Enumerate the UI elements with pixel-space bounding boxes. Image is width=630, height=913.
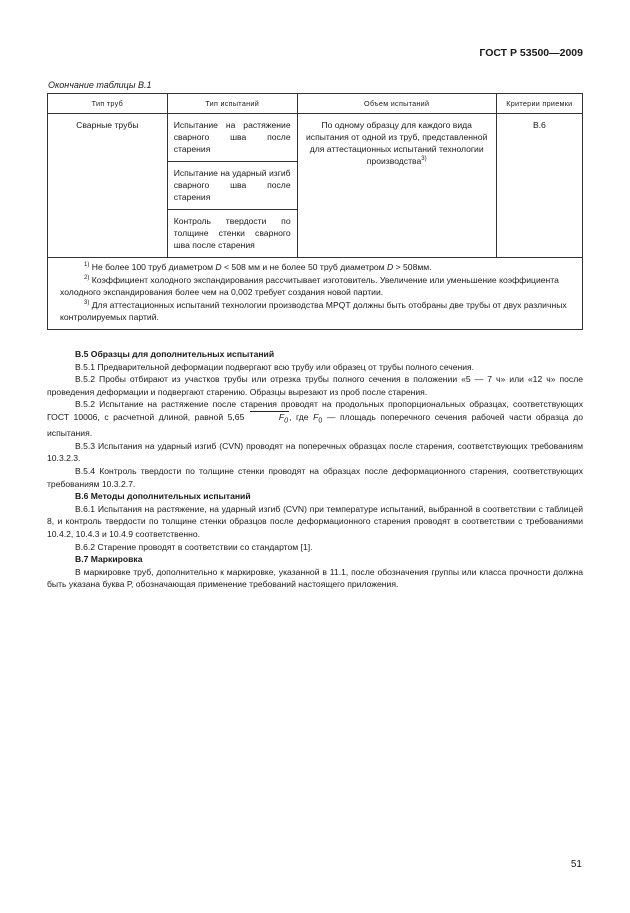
symbol-d: D xyxy=(215,262,222,272)
col-header-test-type: Тип испытаний xyxy=(167,94,297,114)
table-caption: Окончание таблицы В.1 xyxy=(48,80,152,90)
table-footnotes xyxy=(48,258,583,330)
table-notes-row xyxy=(48,258,583,330)
sqrt-radicand xyxy=(250,411,289,427)
section-heading-b5: В.5 Образцы для дополнительных испытаний xyxy=(75,349,275,359)
volume-text: По одному образцу для каждого вида испытания от одной из труб, представленной для аттестационных испытаний технологии производства xyxy=(305,120,488,166)
footnote-mark: 1) xyxy=(84,262,90,269)
footnote-mark: 3) xyxy=(84,299,90,306)
paragraph-b51: В.5.1 Предварительной деформации подвергают всю трубу или образец от трубы полного сечения. xyxy=(75,361,475,372)
symbol-d: D xyxy=(387,262,394,272)
paragraph-b62: В.6.2 Старение проводят в соответствии со стандартом [1]. xyxy=(75,541,313,552)
footnote-text: < 508 мм и не более 50 труб диаметром xyxy=(224,262,385,272)
table-header-row xyxy=(48,94,583,114)
footnote-2 xyxy=(60,274,570,299)
col-header-volume: Объем испытаний xyxy=(297,94,496,114)
cell-test-tension: Испытание на растяжение сварного шва после старения xyxy=(167,114,297,162)
document-body xyxy=(47,348,583,591)
paragraph-b61: В.6.1 Испытания на растяжение, на ударный изгиб (CVN) при температуре испытаний, выбранной в соответствии с таблицей 8, и контроль твердости по толщине стенки образцов после деформационного старения проводят в соответствии с требованиями 10.4.2, 10.4.3 и 10.4.9 соответственно. xyxy=(47,503,583,540)
cell-criteria: В.6 xyxy=(496,114,582,258)
cell-pipe-type: Сварные трубы xyxy=(48,114,168,258)
paragraph-b52b xyxy=(47,398,583,440)
footnote-text: Не более 100 труб диаметром xyxy=(91,262,214,272)
footnote-text: > 508мм. xyxy=(395,262,432,272)
document-code: ГОСТ Р 53500—2009 xyxy=(479,47,583,59)
paragraph-b54: В.5.4 Контроль твердости по толщине стенки проводят на образцах после деформационного старения, соответствующих требованиям 10.3.2.7. xyxy=(47,466,583,489)
cell-test-hardness: Контроль твердости по толщине стенки сварного шва после старения xyxy=(167,210,297,258)
symbol-f: F xyxy=(278,411,285,422)
col-header-pipe-type: Тип труб xyxy=(48,94,168,114)
tests-table xyxy=(47,93,583,330)
paragraph-text: В.5.2 Испытание на растяжение после старения проводят на продольных пропорциональных образцах, соответствующих ГОСТ 10006, с расчетной длиной, равной 5,65 xyxy=(47,399,583,422)
section-heading-b6: В.6 Методы дополнительных испытаний xyxy=(75,491,251,502)
section-heading-b7: В.7 Маркировка xyxy=(75,554,143,565)
footnote-text: Коэффициент холодного экспандирования рассчитывает изготовитель. Увеличение или уменьшение коэффициента холодного экспандирования более чем на 0,002 требует создания новой партии. xyxy=(60,274,559,297)
footnote-ref-3: 3) xyxy=(421,156,427,163)
paragraph-text: , где xyxy=(289,411,309,422)
paragraph-b7: В маркировке труб, дополнительно к маркировке, указанной в 11.1, после обозначения группы или класса прочности должна быть указана буква Р, обозначающая применение требований настоящего приложения. xyxy=(47,566,583,590)
cell-test-impact: Испытание на ударный изгиб сварного шва после старения xyxy=(167,162,297,210)
footnote-text: Для аттестационных испытаний технологии производства MPQT должны быть отобраны две трубы от двух различных контролируемых партий. xyxy=(60,299,567,322)
paragraph-b53: В.5.3 Испытания на ударный изгиб (CVN) проводят на поперечных образцах после старения, соответствующих требованиям 10.3.2.3. xyxy=(47,440,583,464)
subscript: 0 xyxy=(318,416,323,425)
table-row xyxy=(48,114,583,162)
symbol-f: F xyxy=(313,411,319,422)
footnote-1 xyxy=(60,261,570,274)
paragraph-text: — площадь поперечного сечения рабочей части образца до испытания. xyxy=(47,411,584,439)
col-header-criteria: Критерии приемки xyxy=(496,94,582,114)
subscript: 0 xyxy=(284,416,289,425)
cell-volume xyxy=(297,114,496,258)
footnote-3 xyxy=(60,299,570,324)
footnote-mark: 2) xyxy=(84,274,90,281)
page-number: 51 xyxy=(570,859,582,870)
paragraph-b52a: В.5.2 Пробы отбирают из участков трубы или отрезка трубы полного сечения в положении «5 — 7 ч» или «12 ч» после проведения деформации и подвергают старению. Образцы вырезают из проб после старения. xyxy=(47,374,583,397)
sqrt-formula xyxy=(249,411,289,425)
